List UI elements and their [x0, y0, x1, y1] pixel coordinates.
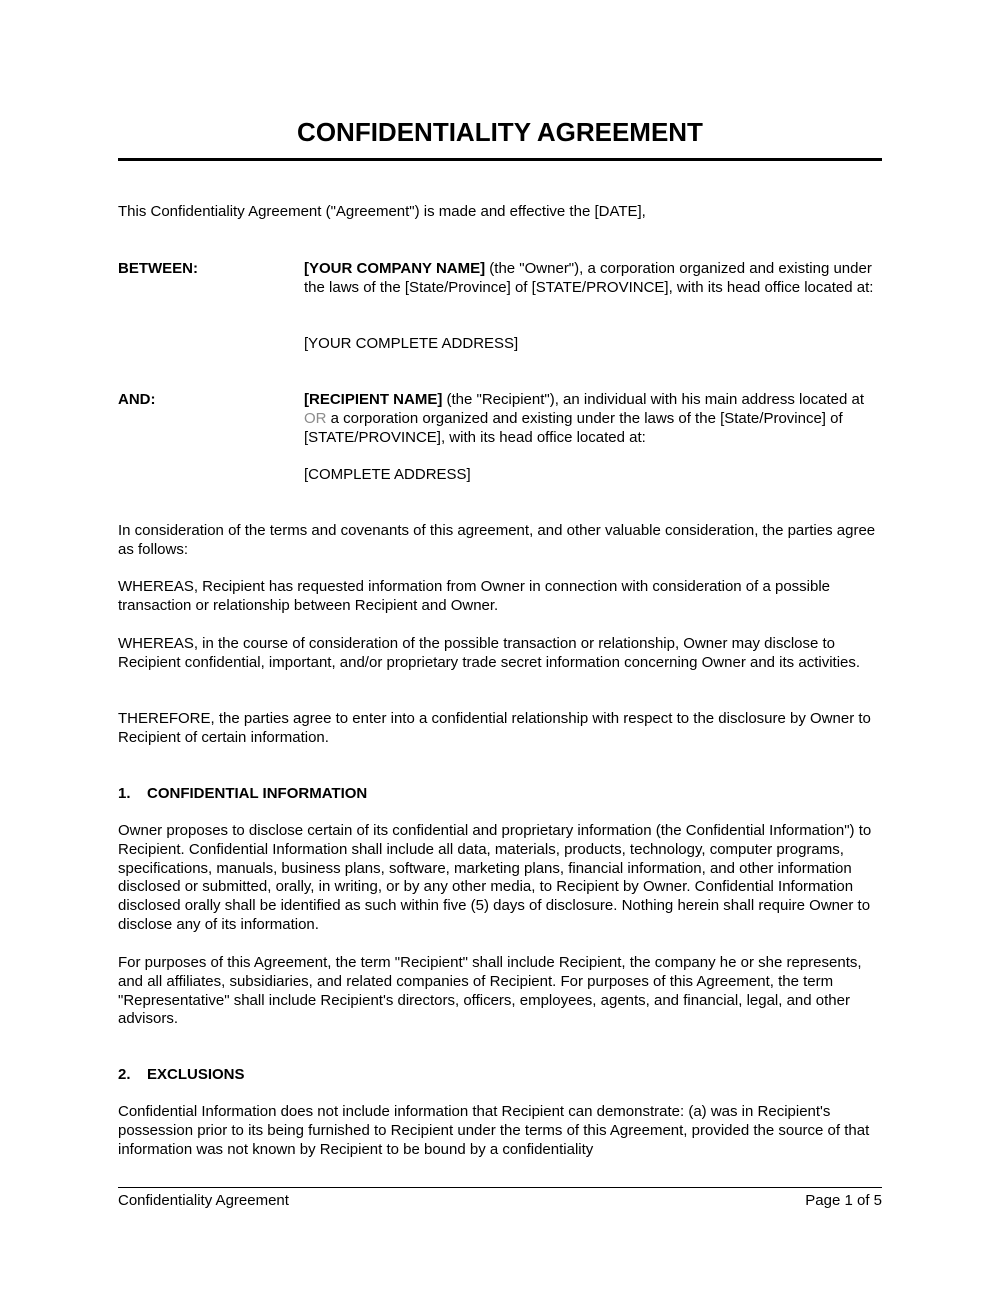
footer-divider [118, 1187, 882, 1188]
section-title-2: EXCLUSIONS [147, 1066, 245, 1083]
recipient-description-a: (the "Recipient"), an individual with his main address located at [442, 391, 865, 408]
section-number-1: 1. [118, 785, 131, 802]
recipient-or: OR [304, 409, 327, 427]
intro-paragraph: This Confidentiality Agreement ("Agreement") is made and effective the [DATE], [118, 203, 646, 220]
consideration-paragraph: In consideration of the terms and covenants of this agreement, and other valuable consideration, the parties agree as follows: [118, 522, 876, 558]
therefore-paragraph: THEREFORE, the parties agree to enter into a confidential relationship with respect to the disclosure by Owner to Recipient of certain information. [118, 710, 871, 746]
recipient-description-b: a corporation organized and existing under the laws of the [State/Province] of [STATE/PROVINCE], with its head office located at: [304, 409, 843, 446]
whereas-paragraph-2: WHEREAS, in the course of consideration of the possible transaction or relationship, Owner may disclose to Recipient confidential, important, and/or proprietary trade secret information concerning Owner and its activities. [118, 635, 861, 671]
title-divider [118, 158, 882, 161]
section-1-paragraph-1: Owner proposes to disclose certain of its confidential and proprietary information (the Confidential Information") to Recipient. Confidential Information shall include all data, materials, products, technology, computer programs, specifications, manuals, business plans, software, marketing plans, financial information, and other information disclosed or submitted, orally, in writing, or by any other media, to Recipient by Owner. Confidential Information disclosed orally shall be identified as such within five (5) days of disclosure. Nothing herein shall require Owner to disclose any of its information. [118, 822, 872, 933]
recipient-name: [RECIPIENT NAME] [304, 391, 443, 408]
section-heading-2 [118, 1066, 245, 1085]
section-1-paragraph-2: For purposes of this Agreement, the term "Recipient" shall include Recipient, the company he or she represents, and all affiliates, subsidiaries, and related companies of Recipient. For purposes of this Agreement, the term "Representative" shall include Recipient's directors, officers, employees, agents, and financial, legal, and other advisors. [118, 954, 862, 1028]
section-title-1: CONFIDENTIAL INFORMATION [147, 785, 368, 802]
recipient-paragraph [304, 391, 884, 447]
section-heading-1 [118, 785, 367, 804]
document-title: CONFIDENTIALITY AGREEMENT [297, 117, 703, 147]
owner-name: [YOUR COMPANY NAME] [304, 260, 486, 277]
footer-page-number: Page 1 of 5 [805, 1192, 882, 1209]
owner-description: (the "Owner"), a corporation organized and existing under the laws of the [State/Province] of [STATE/PROVINCE], with its head office located at: [304, 260, 874, 296]
section-2-paragraph-1: Confidential Information does not include information that Recipient can demonstrate: (a) was in Recipient's possession prior to its being furnished to Recipient under the terms of this Agreement, provided the source of that information was not known by Recipient to be bound by a confidentiality [118, 1103, 870, 1158]
between-label: BETWEEN: [118, 260, 198, 277]
footer-document-name: Confidentiality Agreement [118, 1192, 289, 1209]
whereas-paragraph-1: WHEREAS, Recipient has requested information from Owner in connection with consideration of a possible transaction or relationship between Recipient and Owner. [118, 578, 831, 614]
owner-address: [YOUR COMPLETE ADDRESS] [304, 335, 519, 352]
recipient-address: [COMPLETE ADDRESS] [304, 466, 471, 483]
owner-paragraph [304, 260, 884, 298]
section-number-2: 2. [118, 1066, 131, 1083]
and-label: AND: [118, 391, 156, 408]
